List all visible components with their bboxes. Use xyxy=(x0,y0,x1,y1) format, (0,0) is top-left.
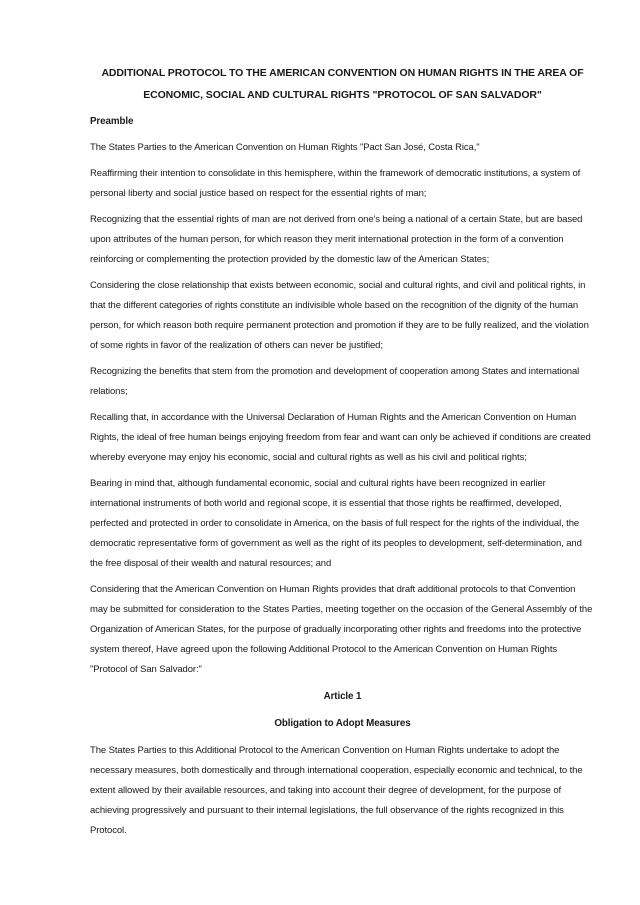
paragraph: Reaffirming their intention to consolidate in this hemisphere, within the framework of democratic institutions, a system of personal liberty and social justice based on respect for the essential rights of man; xyxy=(90,168,581,199)
section-heading: Preamble xyxy=(90,116,134,127)
article-heading: Obligation to Adopt Measures xyxy=(274,718,411,729)
paragraph: Recognizing the benefits that stem from the promotion and development of cooperation among States and international relations; xyxy=(90,366,580,397)
paragraph: Bearing in mind that, although fundamental economic, social and cultural rights have been recognized in earlier international instruments of both world and regional scope, it is essential that those rights be reaffirmed, developed, perfected and protected in order to consolidate in America, on the basis of full respect for the rights of the individual, the democratic representative form of government as well as the right of its peoples to development, self-determination, and the free disposal of their wealth and natural resources; and xyxy=(90,478,582,569)
paragraph: The States Parties to the American Convention on Human Rights "Pact San José, Costa Rica," xyxy=(90,142,480,153)
document-title: ADDITIONAL PROTOCOL TO THE AMERICAN CONVENTION ON HUMAN RIGHTS IN THE AREA OF ECONOMIC, SOCIAL AND CULTURAL RIGHTS "PROTOCOL OF SAN SALVADOR" xyxy=(101,67,584,101)
paragraph: Recognizing that the essential rights of man are not derived from one's being a national of a certain State, but are based upon attributes of the human person, for which reason they merit international protection in the form of a convention reinforcing or complementing the protection provided by the domestic law of the American States; xyxy=(90,214,583,265)
paragraph: The States Parties to this Additional Protocol to the American Convention on Human Rights undertake to adopt the necessary measures, both domestically and through international cooperation, especially economic and technical, to the extent allowed by their available resources, and taking into account their degree of development, for the purpose of achieving progressively and pursuant to their internal legislations, the full observance of the rights recognized in this Protocol. xyxy=(90,745,583,836)
paragraph: Considering that the American Convention on Human Rights provides that draft additional protocols to that Convention may be submitted for consideration to the States Parties, meeting together on the occasion of the General Assembly of the Organization of American States, for the purpose of gradually incorporating other rights and freedoms into the protective system thereof, Have agreed upon the following Additional Protocol to the American Convention on Human Rights "Protocol of San Salvador:" xyxy=(90,584,593,675)
paragraph: Considering the close relationship that exists between economic, social and cultural rights, and civil and political rights, in that the different categories of rights constitute an indivisible whole based on the recognition of the dignity of the human person, for which reason both require permanent protection and promotion if they are to be fully realized, and the violation of some rights in favor of the realization of others can never be justified; xyxy=(90,280,589,351)
paragraph: Recalling that, in accordance with the Universal Declaration of Human Rights and the American Convention on Human Rights, the ideal of free human beings enjoying freedom from fear and want can only be achieved if conditions are created whereby everyone may enjoy his economic, social and cultural rights as well as his civil and political rights; xyxy=(90,412,591,463)
article-heading: Article 1 xyxy=(323,691,362,702)
document-body xyxy=(90,112,595,841)
